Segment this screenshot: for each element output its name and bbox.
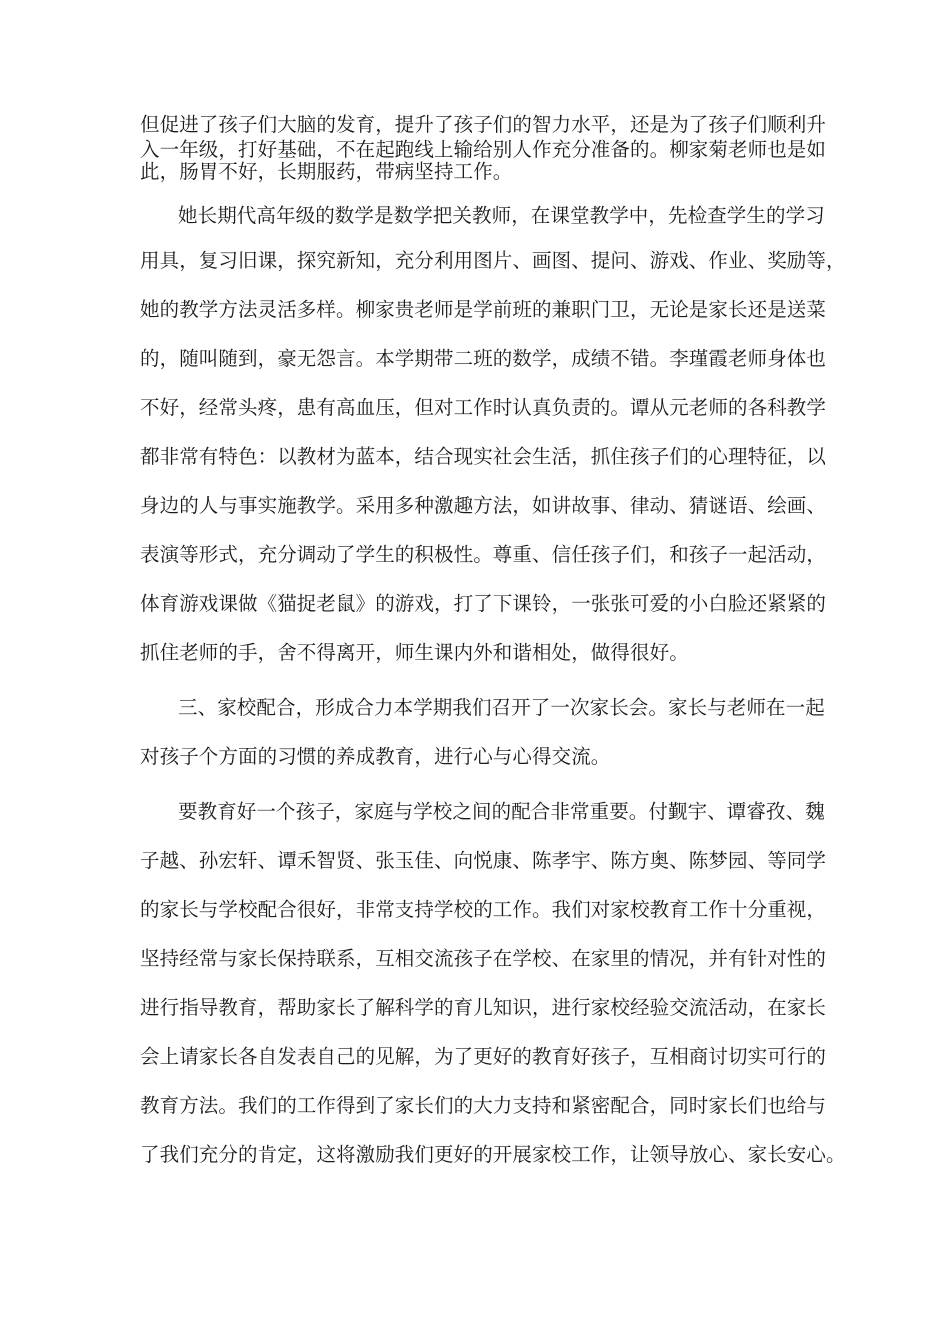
- text-line: 教育方法。我们的工作得到了家长们的大力支持和紧密配合，同时家长们也给与: [140, 1094, 827, 1117]
- text-line: 身边的人与事实施教学。采用多种激趣方法，如讲故事、律动、猜谜语、绘画、: [140, 494, 827, 517]
- text-line: 体育游戏课做《猫捉老鼠》的游戏，打了下课铃，一张张可爱的小白脸还紧紧的: [140, 592, 827, 615]
- text-line: 的家长与学校配合很好，非常支持学校的工作。我们对家校教育工作十分重视，: [140, 898, 827, 921]
- text-line: 用具，复习旧课，探究新知，充分利用图片、画图、提问、游戏、作业、奖励等，: [140, 249, 846, 272]
- text-line: 子越、孙宏轩、谭禾智贤、张玉佳、向悦康、陈孝宇、陈方奥、陈梦园、等同学: [140, 849, 827, 872]
- text-line: 要教育好一个孩子，家庭与学校之间的配合非常重要。付觐宇、谭睿孜、魏: [178, 800, 825, 823]
- text-line: 进行指导教育，帮助家长了解科学的育儿知识，进行家校经验交流活动，在家长: [140, 996, 827, 1019]
- text-line: 抓住老师的手，舍不得离开，师生课内外和谐相处，做得很好。: [140, 641, 689, 664]
- text-line: 但促进了孩子们大脑的发育，提升了孩子们的智力水平，还是为了孩子们顺利升: [140, 113, 827, 136]
- text-line: 入一年级，打好基础，不在起跑线上输给别人作充分准备的。柳家菊老师也是如: [140, 138, 827, 161]
- text-line: 对孩子个方面的习惯的养成教育，进行心与心得交流。: [140, 745, 611, 768]
- text-line: 她长期代高年级的数学是数学把关教师，在课堂教学中，先检查学生的学习: [178, 204, 825, 227]
- text-line: 会上请家长各自发表自己的见解，为了更好的教育好孩子，互相商讨切实可行的: [140, 1045, 827, 1068]
- text-line: 不好，经常头疼，患有高血压，但对工作时认真负责的。谭从元老师的各科教学: [140, 396, 827, 419]
- text-line: 表演等形式，充分调动了学生的积极性。尊重、信任孩子们，和孩子一起活动，: [140, 543, 827, 566]
- text-line: 坚持经常与家长保持联系，互相交流孩子在学校、在家里的情况，并有针对性的: [140, 947, 827, 970]
- text-line: 此，肠胃不好，长期服药，带病坚持工作。: [140, 160, 513, 183]
- text-line: 的，随叫随到，豪无怨言。本学期带二班的数学，成绩不错。李瑾霞老师身体也: [140, 347, 827, 370]
- text-line: 都非常有特色：以教材为蓝本，结合现实社会生活，抓住孩子们的心理特征，以: [140, 445, 827, 468]
- text-line: 了我们充分的肯定，这将激励我们更好的开展家校工作，让领导放心、家长安心。: [140, 1143, 846, 1166]
- text-line: 她的教学方法灵活多样。柳家贵老师是学前班的兼职门卫，无论是家长还是送菜: [140, 298, 827, 321]
- text-line: 三、家校配合，形成合力本学期我们召开了一次家长会。家长与老师在一起: [178, 696, 825, 719]
